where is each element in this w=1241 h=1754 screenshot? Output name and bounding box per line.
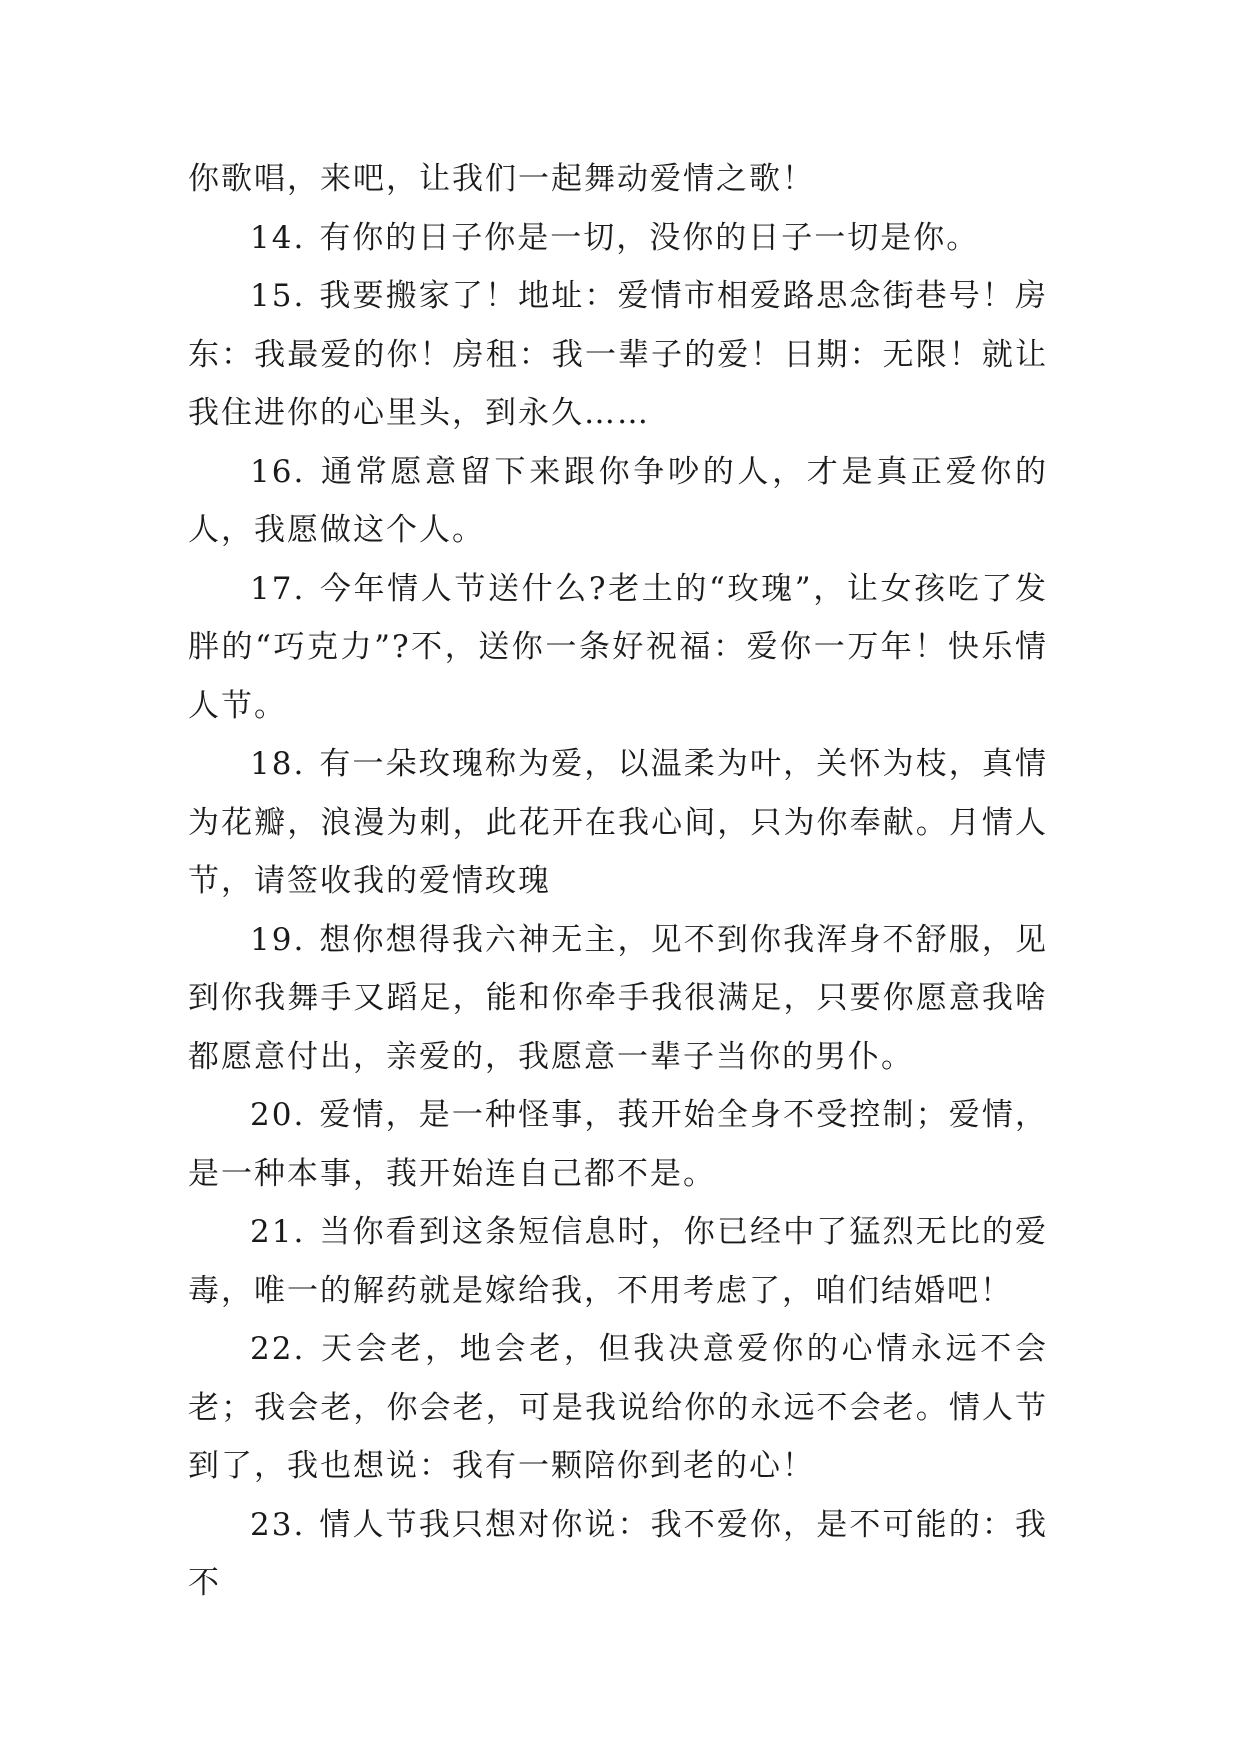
item-text: 有一朵玫瑰称为爱，以温柔为叶，关怀为枝，真情为花瓣，浪漫为刺，此花开在我心间，只为你奉献。月情人节，请签收我的爱情玫瑰 [188, 746, 1048, 899]
item-number: 16. [250, 453, 306, 490]
continued-paragraph: 你歌唱，来吧，让我们一起舞动爱情之歌！ [188, 161, 815, 197]
item-number: 20. [250, 1097, 306, 1133]
item-text: 我要搬家了！地址：爱情市相爱路思念街巷号！房东：我最爱的你！房租：我一辈子的爱！日期：无限！就让我住进你的心里头，到永久…… [188, 278, 1048, 431]
item-text: 当你看到这条短信息时，你已经中了猛烈无比的爱毒，唯一的解药就是嫁给我，不用考虑了，咱们结婚吧！ [188, 1214, 1048, 1309]
list-item-18 [188, 735, 1048, 911]
document-body [188, 150, 1048, 1613]
list-item-15 [188, 267, 1048, 443]
item-text: 有你的日子你是一切，没你的日子一切是你。 [319, 219, 980, 256]
item-number: 14. [250, 219, 306, 256]
item-number: 19. [250, 921, 306, 958]
list-item-23 [188, 1496, 1048, 1613]
list-item-20 [188, 1086, 1048, 1203]
item-text: 情人节我只想对你说：我不爱你，是不可能的：我不 [188, 1506, 1048, 1601]
list-item-16 [188, 443, 1048, 560]
item-number: 18. [250, 746, 306, 782]
item-number: 21. [250, 1214, 306, 1250]
list-item-22 [188, 1320, 1048, 1496]
list-item-21 [188, 1203, 1048, 1320]
item-text: 通常愿意留下来跟你争吵的人，才是真正爱你的人，我愿做这个人。 [188, 453, 1048, 548]
item-text: 天会老，地会老，但我决意爱你的心情永远不会老；我会老，你会老，可是我说给你的永远不会老。情人节到了，我也想说：我有一颗陪你到老的心！ [188, 1331, 1048, 1484]
list-item-19 [188, 911, 1048, 1087]
item-number: 23. [250, 1506, 306, 1543]
item-text: 爱情，是一种怪事，莪开始全身不受控制；爱情，是一种本事，莪开始连自己都不是。 [188, 1097, 1048, 1192]
list-item-14 [188, 209, 1048, 268]
list-item-17 [188, 560, 1048, 736]
item-text: 想你想得我六神无主，见不到你我浑身不舒服，见到你我舞手又蹈足，能和你牵手我很满足，只要你愿意我啥都愿意付出，亲爱的，我愿意一辈子当你的男仆。 [188, 921, 1048, 1075]
item-number: 17. [250, 570, 306, 607]
item-text: 今年情人节送什么?老土的“玫瑰”，让女孩吃了发胖的“巧克力”?不，送你一条好祝福：爱你一万年！快乐情人节。 [188, 570, 1048, 724]
item-number: 22. [250, 1331, 306, 1367]
item-number: 15. [250, 278, 306, 314]
